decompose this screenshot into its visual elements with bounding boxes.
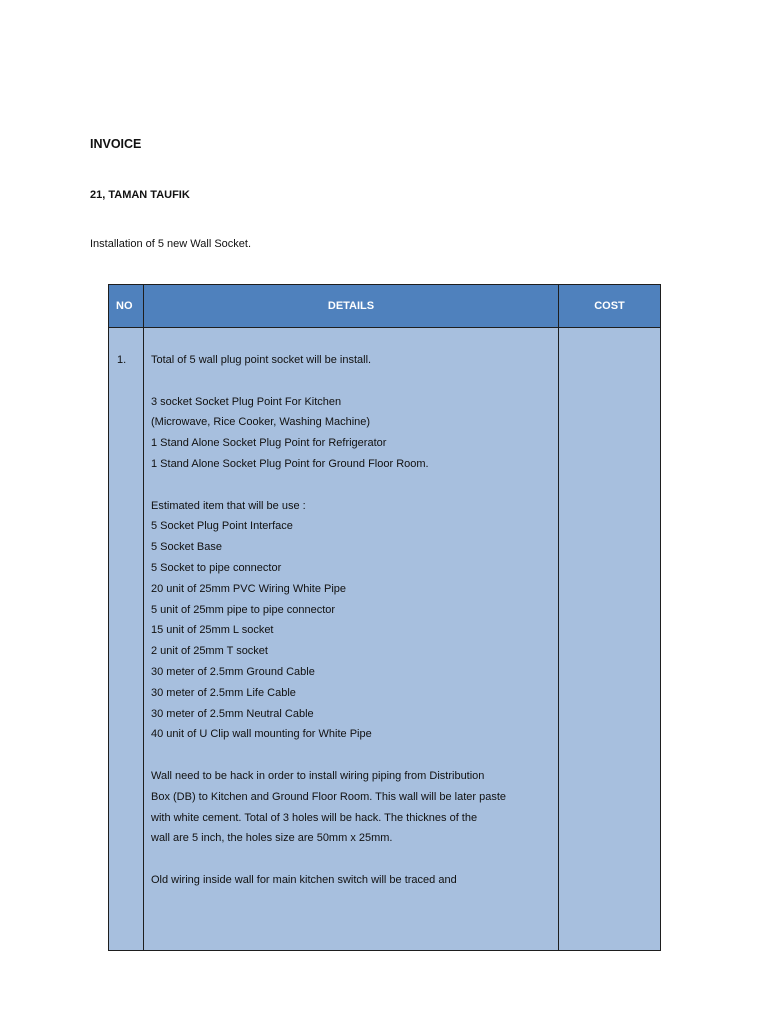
paragraph-gap [151, 371, 552, 392]
paragraph-gap [151, 745, 552, 766]
details-line: Wall need to be hack in order to install wiring piping from Distribution [151, 769, 485, 782]
invoice-intro: Installation of 5 new Wall Socket. [90, 238, 252, 250]
details-line: 30 meter of 2.5mm Ground Cable [151, 665, 315, 678]
table-header-row [109, 285, 661, 328]
invoice-title: INVOICE [90, 137, 142, 151]
row-number-text: 1. [117, 354, 127, 366]
details-line: Total of 5 wall plug point socket will be install. [151, 354, 372, 366]
details-line: 2 unit of 25mm T socket [151, 645, 268, 658]
details-line: 3 socket Socket Plug Point For Kitchen [151, 395, 342, 408]
paragraph-gap [151, 475, 552, 496]
details-line: Box (DB) to Kitchen and Ground Floor Room. This wall will be later paste [151, 790, 507, 803]
details-line: 5 Socket to pipe connector [151, 561, 282, 574]
details-line: 1 Stand Alone Socket Plug Point for Ground Floor Room. [151, 457, 429, 470]
details-line: 5 unit of 25mm pipe to pipe connector [151, 603, 336, 616]
paragraph-gap [151, 849, 552, 870]
header-no: NO [109, 285, 144, 328]
row-details [144, 328, 559, 951]
details-line: wall are 5 inch, the holes size are 50mm x 25mm. [151, 832, 393, 845]
details-line: 30 meter of 2.5mm Life Cable [151, 686, 296, 699]
details-line: 1 Stand Alone Socket Plug Point for Refrigerator [151, 437, 387, 450]
details-line: 20 unit of 25mm PVC Wiring White Pipe [151, 582, 347, 595]
details-line: 40 unit of U Clip wall mounting for White Pipe [151, 728, 372, 741]
table-row [109, 328, 661, 951]
row-cost [559, 328, 661, 951]
row-number [109, 328, 144, 951]
details-paragraph [151, 350, 552, 371]
details-line: 5 Socket Base [151, 541, 222, 554]
details-line: Estimated item that will be use : [151, 499, 306, 512]
details-paragraph [151, 392, 552, 475]
details-line: Old wiring inside wall for main kitchen switch will be traced and [151, 873, 457, 886]
invoice-address: 21, TAMAN TAUFIK [90, 189, 190, 201]
details-paragraph [151, 870, 552, 891]
details-paragraph [151, 496, 552, 746]
details-paragraph [151, 766, 552, 849]
header-details: DETAILS [144, 285, 559, 328]
invoice-table [108, 284, 661, 951]
details-line: 30 meter of 2.5mm Neutral Cable [151, 707, 314, 720]
details-line: with white cement. Total of 3 holes will be hack. The thicknes of the [151, 811, 478, 824]
details-line: (Microwave, Rice Cooker, Washing Machine) [151, 416, 371, 429]
row-cost-text [560, 329, 659, 350]
details-line: 5 Socket Plug Point Interface [151, 520, 293, 533]
header-cost: COST [559, 285, 661, 328]
details-content [151, 350, 552, 928]
details-line: 15 unit of 25mm L socket [151, 624, 274, 637]
